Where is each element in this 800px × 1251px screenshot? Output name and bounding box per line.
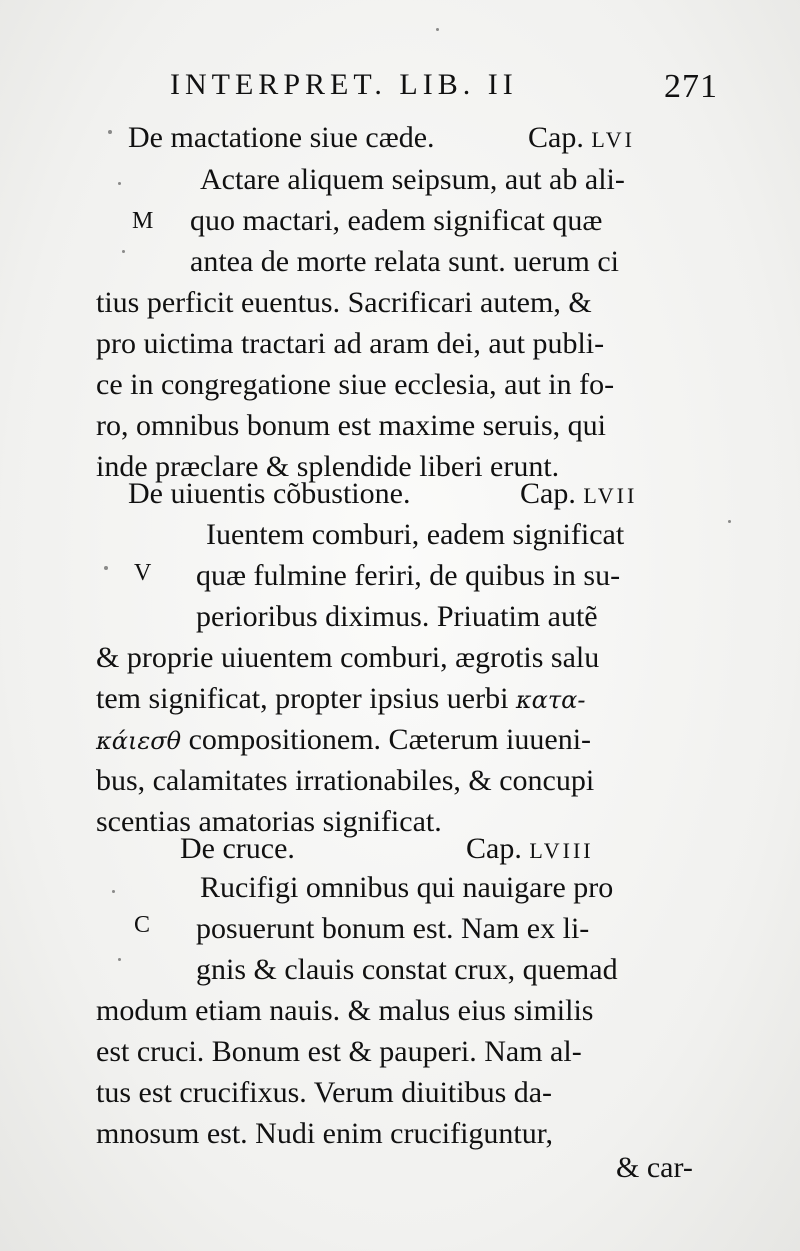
ink-speck <box>122 250 125 253</box>
section-title: De mactatione siue cæde. <box>128 121 435 154</box>
ink-speck <box>728 520 731 523</box>
ink-speck <box>118 182 121 185</box>
text-line: posuerunt bonum est. Nam ex li- <box>196 912 590 945</box>
chapter-label: Cap. LVII <box>520 477 638 510</box>
text-line: Iuentem comburi, eadem significat <box>206 518 625 551</box>
text-line: scentias amatorias significat. <box>96 805 442 838</box>
text-line: pro uictima tractari ad aram dei, aut publi- <box>96 327 605 360</box>
section-title: De uiuentis cõbustione. <box>128 477 411 510</box>
chapter-label: Cap. LVIII <box>466 832 594 865</box>
section-heading-mactatione <box>128 118 688 158</box>
ink-speck <box>112 890 115 893</box>
section-heading-cruce <box>180 829 700 869</box>
greek-word: κατα- <box>515 686 586 714</box>
text-line: antea de morte relata sunt. uerum ci <box>190 245 619 278</box>
ink-speck <box>118 958 121 961</box>
ink-speck <box>108 130 112 134</box>
text-line: tus est crucifixus. Verum diuitibus da- <box>96 1076 553 1109</box>
section-title: De cruce. <box>180 832 295 865</box>
text-line: inde præclare & splendide liberi erunt. <box>96 450 560 483</box>
ink-speck <box>436 28 439 31</box>
text-line: bus, calamitates irrationabiles, & concupi <box>96 764 595 797</box>
text-line: Rucifigi omnibus qui nauigare pro <box>200 871 614 904</box>
text-line: gnis & clauis constat crux, quemad <box>196 953 618 986</box>
chapter-label: Cap. LVI <box>528 121 635 154</box>
margin-letter: M <box>132 208 154 234</box>
text-line: κάιεσθ compositionem. Cæterum iuueni- <box>96 723 592 756</box>
text-line: quo mactari, eadem significat quæ <box>190 204 603 237</box>
margin-letter: C <box>134 912 151 938</box>
section-heading-combustione <box>128 474 718 514</box>
text-line: tius perficit euentus. Sacrificari autem, & <box>96 286 592 319</box>
text-line: perioribus diximus. Priuatim autẽ <box>196 600 598 633</box>
text-line: mnosum est. Nudi enim crucifiguntur, <box>96 1117 554 1150</box>
text-line: tem significat, propter ipsius uerbi κατα- <box>96 682 586 715</box>
text-line: modum etiam nauis. & malus eius similis <box>96 994 594 1027</box>
catchword: & car- <box>616 1151 693 1184</box>
text-line: & proprie uiuentem comburi, ægrotis salu <box>96 641 600 674</box>
text-line: ce in congregatione siue ecclesia, aut in fo- <box>96 368 615 401</box>
running-title: INTERPRET. LIB. II <box>170 68 518 101</box>
ink-speck <box>104 566 108 570</box>
text-line: Actare aliquem seipsum, aut ab ali- <box>200 163 625 196</box>
running-header <box>170 68 718 112</box>
greek-word: κάιεσθ <box>96 727 182 755</box>
margin-letter: V <box>134 560 152 586</box>
page-number: 271 <box>664 68 718 105</box>
text-line: ro, omnibus bonum est maxime seruis, qui <box>96 409 606 442</box>
text-line: est cruci. Bonum est & pauperi. Nam al- <box>96 1035 582 1068</box>
text-line: quæ fulmine feriri, de quibus in su- <box>196 559 621 592</box>
